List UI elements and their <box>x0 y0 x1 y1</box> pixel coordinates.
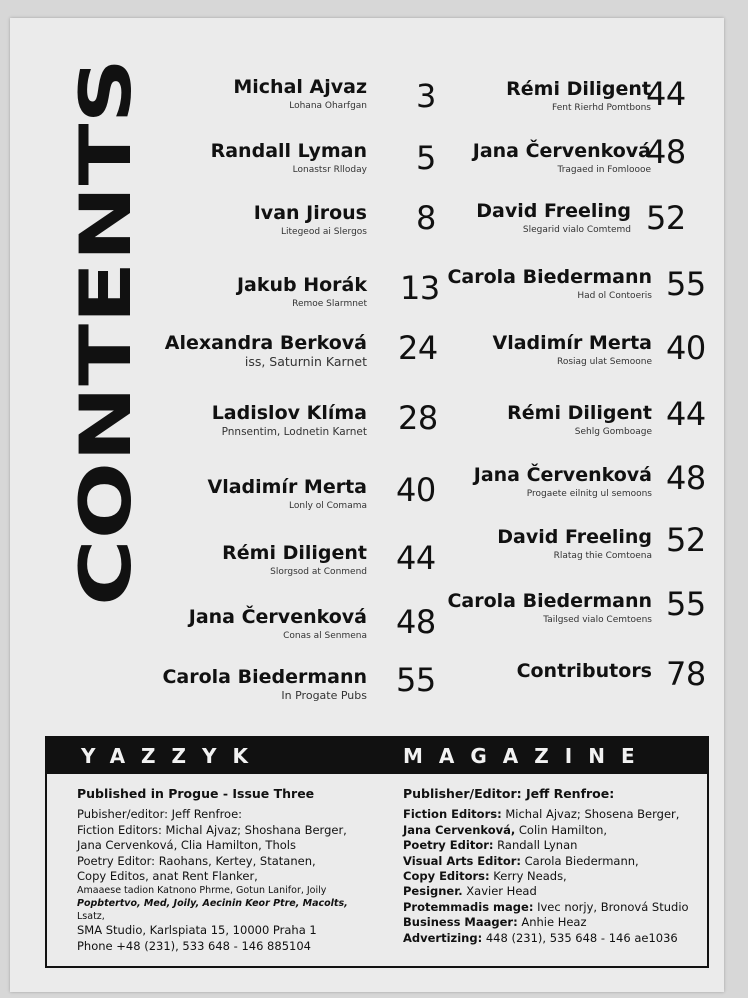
toc-entry[interactable] <box>506 78 651 114</box>
toc-author: David Freeling <box>497 526 652 548</box>
toc-subtitle: Conas al Senmena <box>283 631 367 641</box>
credit-label: Business Maager: <box>403 915 518 930</box>
masthead-box <box>45 736 709 968</box>
masthead-small-line: Popbtertvo, Med, Joily, Aecinin Keor Ptre, Macolts, <box>77 898 348 910</box>
banner-left-word: YAZZYK <box>81 744 265 768</box>
toc-subtitle: Rlatag thie Comtoena <box>553 551 652 561</box>
credit-value: Ivec norjy, Bronová Studio <box>533 899 689 914</box>
banner-right-word: MAGAZINE <box>403 744 651 768</box>
credit-row <box>403 807 703 822</box>
studio-phone: Phone +48 (231), 533 648 - 146 885104 <box>77 938 311 953</box>
toc-subtitle: Lohana Oharfgan <box>289 101 367 111</box>
credit-label: Advertizing: <box>403 930 483 945</box>
toc-author: Carola Biedermann <box>162 666 367 688</box>
toc-page-number: 78 <box>666 655 706 693</box>
toc-entry[interactable] <box>233 76 367 112</box>
toc-page-number: 52 <box>646 199 686 237</box>
toc-page-number: 28 <box>398 399 438 437</box>
masthead-right-column <box>403 786 703 946</box>
contents-title <box>65 58 147 606</box>
toc-entry[interactable] <box>492 332 652 368</box>
toc-page-number: 40 <box>396 471 436 509</box>
magazine-banner <box>47 738 707 774</box>
toc-entry[interactable] <box>189 606 367 642</box>
toc-author: David Freeling <box>476 200 631 222</box>
toc-subtitle: Tragaed in Fomloooe <box>557 165 651 175</box>
toc-entry[interactable] <box>474 464 652 500</box>
toc-page-number: 55 <box>396 661 436 699</box>
toc-page-number: 55 <box>666 585 706 623</box>
credit-label: Protemmadis mage: <box>403 899 534 914</box>
toc-entry[interactable] <box>254 202 367 238</box>
credit-value: Carola Biedermann, <box>521 853 639 868</box>
toc-author: Contributors <box>516 660 652 682</box>
credit-label: Visual Arts Editor: <box>403 853 521 868</box>
credit-row <box>403 838 703 853</box>
credit-label: Jana Cervenková, <box>403 822 516 837</box>
credit-label: Copy Editors: <box>403 869 490 884</box>
toc-entry[interactable] <box>207 476 367 512</box>
toc-subtitle: Litegeod ai Slergos <box>281 227 367 237</box>
toc-page-number: 8 <box>416 199 436 237</box>
credit-label: Poetry Editor: <box>403 838 494 853</box>
credit-label: Pesigner. <box>403 884 463 899</box>
credit-row <box>403 915 703 930</box>
toc-entry[interactable] <box>211 140 367 176</box>
credit-row <box>403 823 703 838</box>
toc-entry[interactable] <box>447 266 652 302</box>
toc-subtitle: Tailgsed vialo Cemtoens <box>543 615 652 625</box>
toc-subtitle: Remoe Slarmnet <box>292 299 367 309</box>
toc-subtitle: iss, Saturnin Karnet <box>244 354 367 369</box>
toc-subtitle: Slegarid vialo Comtemd <box>522 225 631 235</box>
toc-author: Michal Ajvaz <box>233 76 367 98</box>
toc-author: Jana Červenková <box>472 140 651 162</box>
toc-page-number: 52 <box>666 521 706 559</box>
credit-row <box>403 884 703 899</box>
toc-author: Jana Červenková <box>188 606 367 628</box>
toc-author: Jana Červenková <box>473 464 652 486</box>
toc-page-number: 48 <box>666 459 706 497</box>
toc-page-number: 40 <box>666 329 706 367</box>
toc-author: Carola Biedermann <box>447 590 652 612</box>
credit-label: Fiction Editors: <box>403 807 502 822</box>
toc-entry[interactable] <box>222 542 367 578</box>
publisher-heading: Publisher/Editor: Jeff Renfroe: <box>403 786 615 801</box>
toc-subtitle: Had ol Contoeris <box>577 291 652 301</box>
toc-page-number: 5 <box>416 139 436 177</box>
credit-row <box>403 854 703 869</box>
toc-subtitle: Lonly ol Comama <box>289 501 367 511</box>
masthead-line: Poetry Editor: Raohans, Kertey, Statanen, <box>77 853 316 868</box>
credit-value: Colin Hamilton, <box>515 822 608 837</box>
toc-page-number: 48 <box>396 603 436 641</box>
toc-author: Alexandra Berková <box>164 332 367 354</box>
toc-subtitle: Sehlg Gomboage <box>574 427 652 437</box>
toc-subtitle: Progaete eilnitg ul semoons <box>526 489 652 499</box>
masthead-line: Jana Cervenková, Clia Hamilton, Thols <box>77 838 296 853</box>
masthead-small-line: Lsatz, <box>77 911 105 923</box>
toc-author: Randall Lyman <box>210 140 367 162</box>
toc-subtitle: Slorgsod at Conmend <box>270 567 367 577</box>
toc-page-number: 48 <box>646 133 686 171</box>
credit-row <box>403 931 703 946</box>
toc-author: Ladislov Klíma <box>211 402 367 424</box>
credit-value: Kerry Neads, <box>489 869 567 884</box>
toc-page-number: 44 <box>646 75 686 113</box>
toc-author: Jakub Horák <box>236 274 367 296</box>
masthead-line: Pubisher/editor: Jeff Renfroe: <box>77 807 243 822</box>
toc-entry[interactable] <box>507 402 652 438</box>
masthead-small-line: Amaaese tadion Katnono Phrme, Gotun Lanifor, Joily <box>77 885 327 897</box>
credit-value: Randall Lynan <box>493 838 578 853</box>
toc-entry[interactable] <box>165 332 367 368</box>
toc-page-number: 44 <box>396 539 436 577</box>
credit-value: 448 (231), 535 648 - 146 ae1036 <box>482 930 678 945</box>
toc-entry[interactable] <box>473 140 651 176</box>
contents-title-svg <box>65 58 147 606</box>
toc-entry[interactable] <box>447 590 652 626</box>
toc-subtitle: Pnnsentim, Lodnetin Karnet <box>221 426 367 438</box>
masthead-line: Copy Editos, anat Rent Flanker, <box>77 869 258 884</box>
toc-subtitle: Fent Rierhd Pomtbons <box>552 103 651 113</box>
toc-author: Rémi Diligent <box>506 78 651 100</box>
contents-title-text: CONTENTS <box>65 184 147 606</box>
toc-author: Carola Biedermann <box>447 266 652 288</box>
toc-entry[interactable] <box>162 666 367 702</box>
toc-page-number: 24 <box>398 329 438 367</box>
toc-subtitle: Lonastsr Rlloday <box>292 165 367 175</box>
credit-value: Anhie Heaz <box>517 915 587 930</box>
toc-page-number: 44 <box>666 395 706 433</box>
toc-page-number: 55 <box>666 265 706 303</box>
issue-heading: Published in Progue - Issue Three <box>77 786 315 801</box>
toc-author: Ivan Jirous <box>253 202 367 224</box>
masthead-left-column <box>77 786 397 954</box>
credit-value: Michal Ajvaz; Shosena Berger, <box>501 807 680 822</box>
credit-row <box>403 869 703 884</box>
magazine-page <box>10 18 724 992</box>
toc-subtitle: In Progate Pubs <box>281 689 367 702</box>
toc-author: Rémi Diligent <box>507 402 652 424</box>
toc-author: Vladimír Merta <box>207 476 367 498</box>
toc-author: Rémi Diligent <box>222 542 367 564</box>
toc-entry[interactable] <box>517 660 652 682</box>
studio-address: SMA Studio, Karlspiata 15, 10000 Praha 1 <box>77 923 317 938</box>
toc-entry[interactable] <box>212 402 367 438</box>
toc-entry[interactable] <box>476 200 631 236</box>
toc-subtitle: Rosiag ulat Semoone <box>556 357 652 367</box>
toc-page-number: 3 <box>416 77 436 115</box>
toc-author: Vladimír Merta <box>492 332 652 354</box>
masthead-line: Fiction Editors: Michal Ajvaz; Shoshana Berger, <box>77 822 347 837</box>
credit-row <box>403 900 703 915</box>
credit-value: Xavier Head <box>462 884 537 899</box>
toc-entry[interactable] <box>237 274 367 310</box>
toc-page-number: 13 <box>400 269 440 307</box>
toc-entry[interactable] <box>497 526 652 562</box>
